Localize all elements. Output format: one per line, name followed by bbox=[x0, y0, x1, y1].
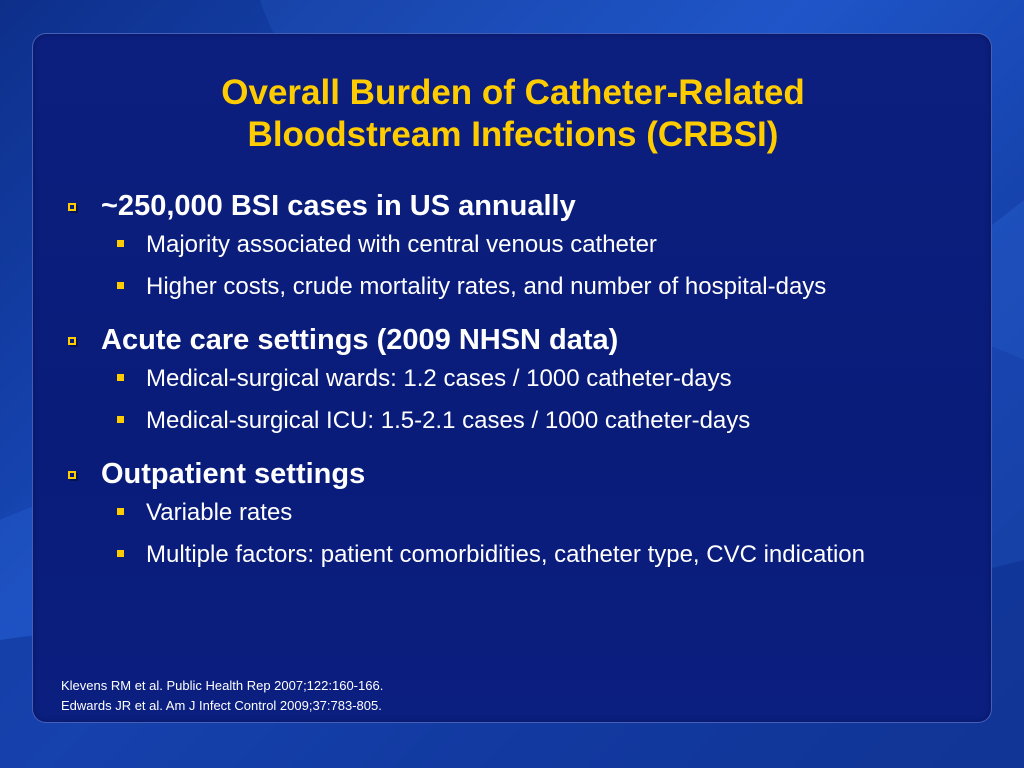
content-panel bbox=[32, 33, 992, 723]
filled-square-bullet-icon bbox=[117, 550, 124, 557]
list-item-text: Majority associated with central venous catheter bbox=[146, 231, 657, 258]
section-heading-text: ~250,000 BSI cases in US annually bbox=[101, 190, 576, 222]
hollow-square-bullet-icon bbox=[68, 203, 76, 211]
list-item-text: Medical-surgical ICU: 1.5-2.1 cases / 1000 catheter-days bbox=[146, 407, 751, 434]
hollow-square-bullet-icon bbox=[68, 471, 76, 479]
filled-square-bullet-icon bbox=[117, 508, 124, 515]
sub-bullet-list bbox=[61, 362, 981, 438]
references bbox=[61, 676, 383, 716]
list-item-text: Multiple factors: patient comorbidities, catheter type, CVC indication bbox=[146, 541, 866, 568]
section-outpatient bbox=[61, 456, 981, 572]
reference-line: Klevens RM et al. Public Health Rep 2007;122:160-166. bbox=[61, 678, 384, 693]
reference-line: Edwards JR et al. Am J Infect Control 2009;37:783-805. bbox=[61, 698, 382, 713]
section-heading bbox=[61, 456, 981, 492]
filled-square-bullet-icon bbox=[117, 282, 124, 289]
list-item-text: Medical-surgical wards: 1.2 cases / 1000 catheter-days bbox=[146, 365, 732, 392]
list-item bbox=[61, 538, 981, 572]
section-heading bbox=[61, 322, 981, 358]
list-item-text: Variable rates bbox=[146, 499, 293, 526]
bullet-content bbox=[61, 188, 981, 590]
list-item bbox=[61, 362, 981, 396]
section-heading-text: Acute care settings (2009 NHSN data) bbox=[101, 324, 619, 356]
section-annual-cases bbox=[61, 188, 981, 304]
hollow-square-bullet-icon bbox=[68, 337, 76, 345]
section-heading-text: Outpatient settings bbox=[101, 458, 366, 490]
list-item-text: Higher costs, crude mortality rates, and number of hospital-days bbox=[146, 273, 827, 300]
list-item bbox=[61, 228, 981, 262]
sub-bullet-list bbox=[61, 228, 981, 304]
slide-title bbox=[33, 72, 993, 156]
filled-square-bullet-icon bbox=[117, 416, 124, 423]
list-item bbox=[61, 270, 981, 304]
title-line-1: Overall Burden of Catheter-Related bbox=[221, 73, 805, 112]
title-line-2: Bloodstream Infections (CRBSI) bbox=[247, 115, 779, 154]
section-heading bbox=[61, 188, 981, 224]
sub-bullet-list bbox=[61, 496, 981, 572]
list-item bbox=[61, 404, 981, 438]
filled-square-bullet-icon bbox=[117, 240, 124, 247]
section-acute-care bbox=[61, 322, 981, 438]
list-item bbox=[61, 496, 981, 530]
filled-square-bullet-icon bbox=[117, 374, 124, 381]
